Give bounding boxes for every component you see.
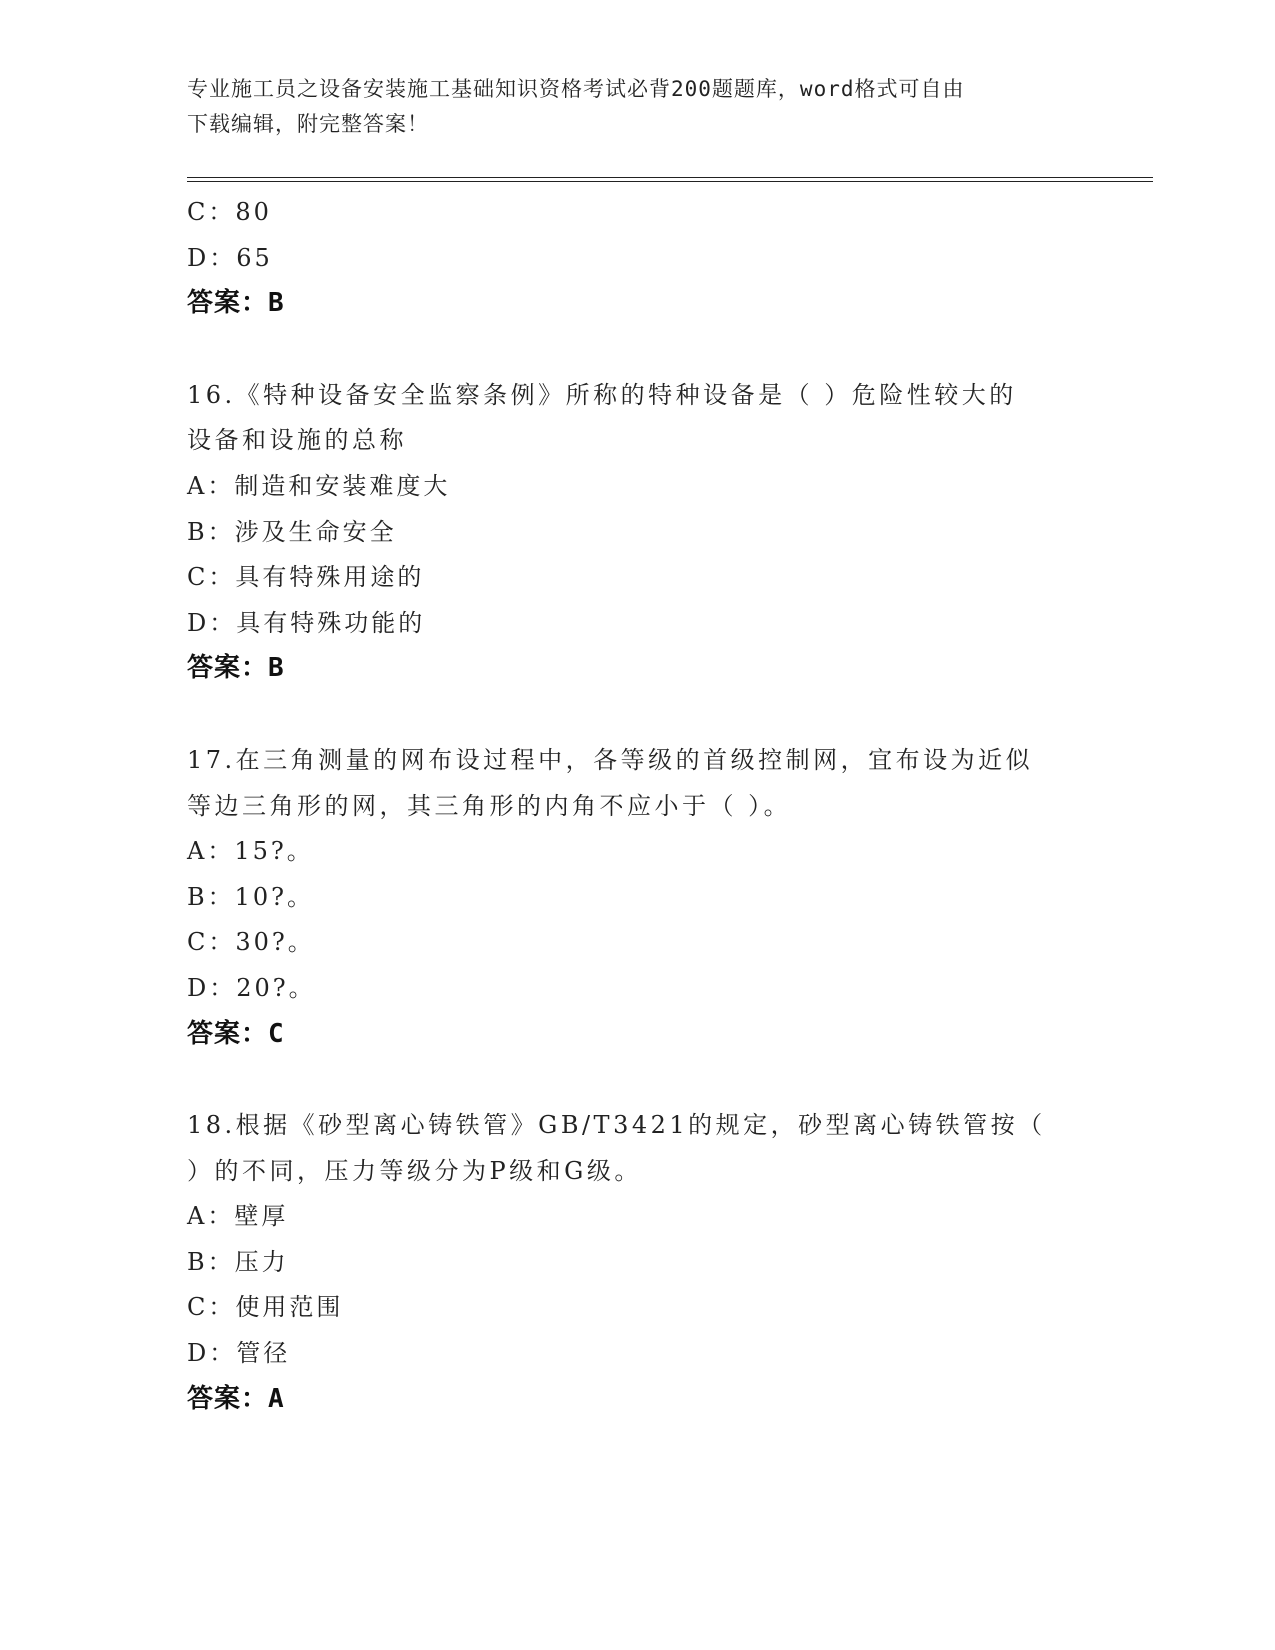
option-c: C：80 bbox=[187, 198, 272, 226]
option-a: A：壁厚 bbox=[187, 1202, 289, 1231]
document-header bbox=[187, 72, 1067, 142]
question-stem bbox=[187, 373, 1067, 464]
question-stem-line-1: 18.根据《砂型离心铸铁管》GB/T3421的规定，砂型离心铸铁管按（ bbox=[187, 1111, 1046, 1140]
option-a: A：制造和安装难度大 bbox=[187, 471, 451, 500]
question-18 bbox=[187, 1103, 1087, 1422]
option-b: B：涉及生命安全 bbox=[187, 517, 397, 546]
header-title-line-2: 下载编辑，附完整答案！ bbox=[187, 112, 429, 136]
question-stem-line-1: 17.在三角测量的网布设过程中，各等级的首级控制网，宜布设为近似 bbox=[187, 745, 1034, 774]
document-body bbox=[187, 190, 1087, 1422]
question-stem-line-2: 设备和设施的总称 bbox=[187, 426, 407, 455]
question-17 bbox=[187, 738, 1087, 1057]
option-b: B：10?。 bbox=[187, 882, 315, 911]
header-divider-top bbox=[187, 177, 1153, 178]
question-stem-line-2: 等边三角形的网，其三角形的内角不应小于（ ）。 bbox=[187, 791, 792, 820]
option-d: D：20?。 bbox=[187, 973, 316, 1002]
option-c: C：具有特殊用途的 bbox=[187, 563, 425, 592]
answer-line: 答案：C bbox=[187, 1018, 285, 1049]
option-b: B：压力 bbox=[187, 1247, 289, 1276]
question-15-tail bbox=[187, 190, 1087, 327]
answer-line: 答案：B bbox=[187, 653, 285, 684]
answer-line: 答案：A bbox=[187, 1383, 285, 1414]
option-d: D：具有特殊功能的 bbox=[187, 608, 426, 637]
option-d: D：65 bbox=[187, 243, 273, 272]
option-c: C：使用范围 bbox=[187, 1293, 344, 1322]
option-d: D：管径 bbox=[187, 1339, 291, 1368]
question-stem bbox=[187, 1103, 1067, 1194]
header-title-line-1: 专业施工员之设备安装施工基础知识资格考试必背200题题库，word格式可自由 bbox=[187, 77, 965, 101]
option-a: A：15?。 bbox=[187, 837, 314, 866]
header-divider-bottom bbox=[187, 181, 1153, 182]
option-c: C：30?。 bbox=[187, 928, 315, 957]
question-16 bbox=[187, 373, 1087, 692]
question-stem bbox=[187, 738, 1067, 829]
question-stem-line-2: ）的不同，压力等级分为P级和G级。 bbox=[187, 1156, 642, 1185]
question-stem-line-1: 16.《特种设备安全监察条例》所称的特种设备是（ ）危险性较大的 bbox=[187, 380, 1017, 409]
answer-line: 答案：B bbox=[187, 288, 285, 319]
